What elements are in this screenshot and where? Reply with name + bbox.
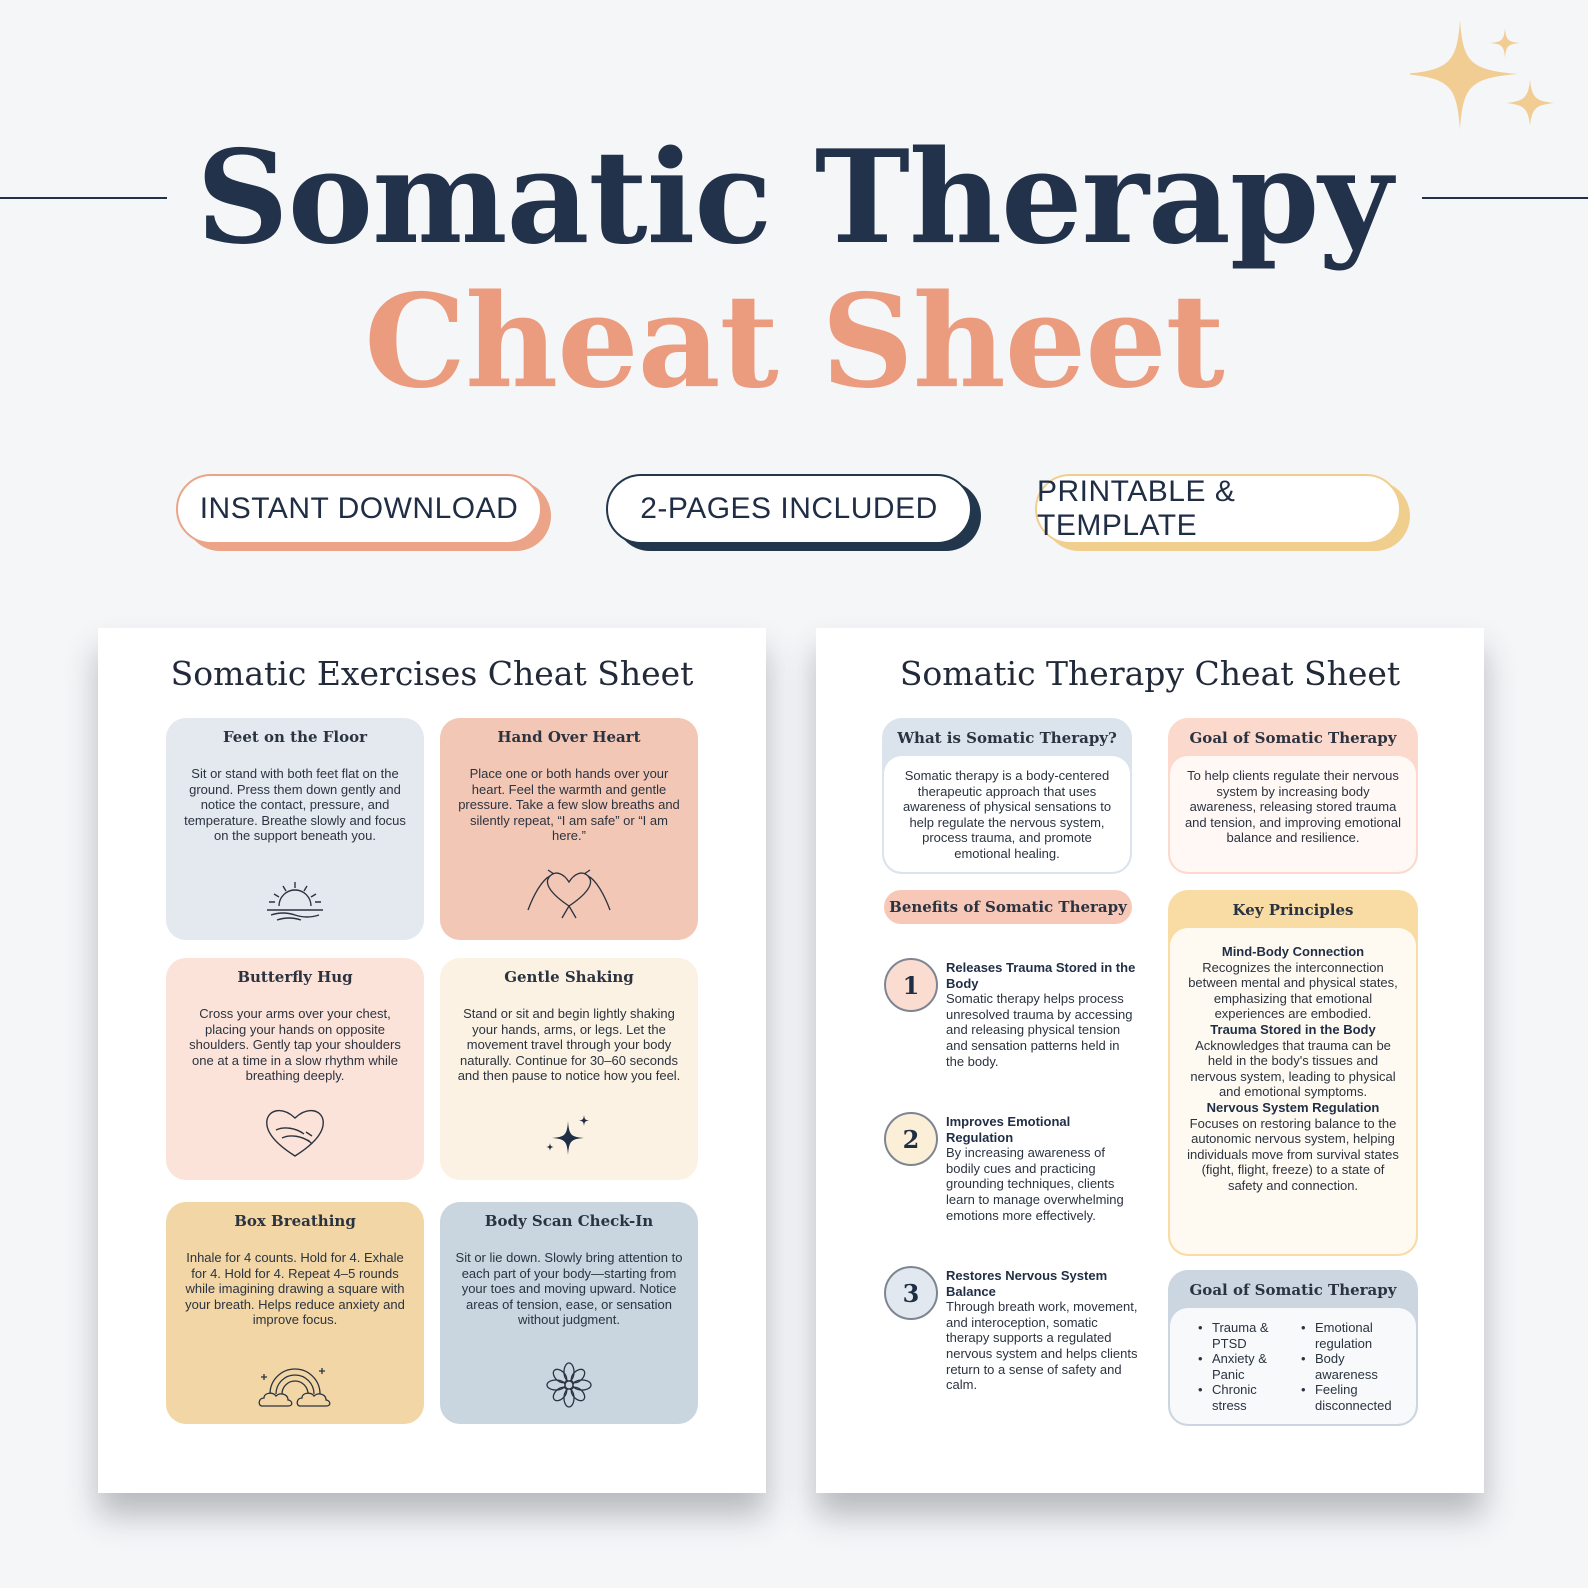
card-box-breathing (166, 1202, 424, 1424)
sunrise-icon (263, 876, 327, 922)
principle-title: Nervous System Regulation (1206, 1099, 1380, 1115)
benefit-body: Through breath work, movement, and interoception, somatic therapy supports a regulated nervous system and helps clients return to a sense of safety and calm. (946, 1299, 1138, 1393)
principle-item (1184, 1100, 1402, 1194)
box-body: To help clients regulate their nervous system by increasing body awareness, releasing stored trauma and tension, and improving emotional balance and resilience. (1170, 756, 1416, 872)
card-feet-on-floor (166, 718, 424, 940)
card-body-scan (440, 1202, 698, 1424)
conditions-body (1170, 1308, 1416, 1424)
card-body: Inhale for 4 counts. Hold for 4. Exhale for 4. Hold for 4. Repeat 4–5 rounds while imagining drawing a square with your breath. Helps reduce anxiety and improve focus. (185, 1250, 405, 1328)
heart-hands-icon (524, 866, 614, 920)
principle-item (1184, 1022, 1402, 1100)
card-body: Sit or lie down. Slowly bring attention to each part of your body—starting from your toes and moving upward. Notice areas of tension, ease, or sensation without judgment. (455, 1250, 683, 1328)
sub-title: Cheat Sheet (364, 267, 1224, 417)
badge-printable-template: PRINTABLE & TEMPLATE (1035, 474, 1401, 544)
sheet-title: Somatic Exercises Cheat Sheet (170, 654, 694, 693)
box-body: Somatic therapy is a body-centered therapeutic approach that uses awareness of physical sensations to help regulate the nervous system, process trauma, and promote emotional healing. (884, 756, 1130, 872)
condition-item: • Body awareness (1297, 1351, 1392, 1382)
card-body: Stand or sit and begin lightly shaking your hands, arms, or legs. Let the movement travel through your body naturally. Continue for 30–60 seconds and then pause to notice how you feel. (457, 1006, 681, 1084)
hugging-heart-icon (262, 1104, 328, 1160)
badge-pages-included: 2-PAGES INCLUDED (606, 474, 972, 544)
card-title: Butterfly Hug (237, 968, 353, 986)
card-body: Sit or stand with both feet flat on the ground. Press them down gently and notice the contact, pressure, and temperature. Breathe slowly and focus on the support beneath you. (184, 766, 406, 844)
conditions-col-1 (1194, 1320, 1289, 1414)
benefit-body: Somatic therapy helps process unresolved trauma by accessing and releasing physical tension and sensation patterns held in the body. (946, 991, 1133, 1069)
flower-icon (545, 1362, 593, 1408)
key-principles-box (1168, 890, 1418, 1256)
condition-item: • Trauma & PTSD (1194, 1320, 1289, 1351)
box-heading: Goal of Somatic Therapy (1189, 1281, 1397, 1299)
goal-box (1168, 718, 1418, 874)
box-heading: Key Principles (1232, 901, 1354, 919)
benefit-title: Restores Nervous System Balance (946, 1268, 1108, 1299)
benefit-item (946, 960, 1138, 1069)
principle-body: Recognizes the interconnection between mental and physical states, emphasizing that emotional experiences are embodied. (1188, 959, 1398, 1022)
conditions-col-2 (1297, 1320, 1392, 1414)
principle-item (1184, 944, 1402, 1022)
card-body: Cross your arms over your chest, placing your hands on opposite shoulders. Gently tap your shoulders one at a time in a slow rhythm while breathing deeply. (189, 1006, 401, 1084)
benefit-body: By increasing awareness of bodily cues and practicing grounding techniques, clients learn to manage overwhelming emotions more effectively. (946, 1145, 1124, 1223)
benefit-number: 1 (884, 958, 938, 1012)
benefits-heading: Benefits of Somatic Therapy (884, 890, 1132, 924)
principles-body (1170, 928, 1416, 1254)
conditions-box (1168, 1270, 1418, 1426)
box-heading: Goal of Somatic Therapy (1189, 729, 1397, 747)
rainbow-cloud-icon (256, 1360, 334, 1412)
benefit-item (946, 1114, 1138, 1223)
badge-instant-download: INSTANT DOWNLOAD (176, 474, 542, 544)
benefit-number: 3 (884, 1266, 938, 1320)
sheet-title: Somatic Therapy Cheat Sheet (899, 654, 1401, 693)
card-title: Gentle Shaking (504, 968, 634, 986)
benefit-title: Improves Emotional Regulation (946, 1114, 1071, 1145)
sheet-therapy (816, 628, 1484, 1493)
condition-item: • Chronic stress (1194, 1382, 1289, 1413)
benefit-number: 2 (884, 1112, 938, 1166)
card-gentle-shaking (440, 958, 698, 1180)
sheet-exercises (98, 628, 766, 1493)
conditions-list (1184, 1320, 1402, 1414)
card-butterfly-hug (166, 958, 424, 1180)
sparkle-icon (544, 1113, 594, 1159)
card-title: Body Scan Check-In (484, 1212, 654, 1230)
principle-title: Trauma Stored in the Body (1210, 1021, 1376, 1037)
box-heading: What is Somatic Therapy? (897, 729, 1117, 747)
principle-body: Focuses on restoring balance to the autonomic nervous system, helping individuals move from survival states (fight, flight, freeze) to a state of safety and connection. (1187, 1115, 1399, 1193)
principle-body: Acknowledges that trauma can be held in the body's tissues and nervous system, leading to physical and emotional symptoms. (1190, 1037, 1396, 1100)
principle-title: Mind-Body Connection (1221, 944, 1365, 959)
card-body: Place one or both hands over your heart. Feel the warmth and gentle pressure. Take a few slow breaths and silently repeat, “I am safe” or “I am here.” (458, 766, 680, 844)
what-is-box (882, 718, 1132, 874)
condition-item: • Emotional regulation (1297, 1320, 1392, 1351)
card-hand-over-heart (440, 718, 698, 940)
condition-item: • Feeling disconnected (1297, 1382, 1392, 1413)
benefit-item (946, 1268, 1138, 1393)
card-title: Hand Over Heart (497, 728, 641, 746)
card-title: Box Breathing (234, 1212, 356, 1230)
main-title: Somatic Therapy (196, 123, 1392, 273)
benefit-title: Releases Trauma Stored in the Body (946, 960, 1136, 991)
card-title: Feet on the Floor (222, 728, 368, 746)
condition-item: • Anxiety & Panic (1194, 1351, 1289, 1382)
